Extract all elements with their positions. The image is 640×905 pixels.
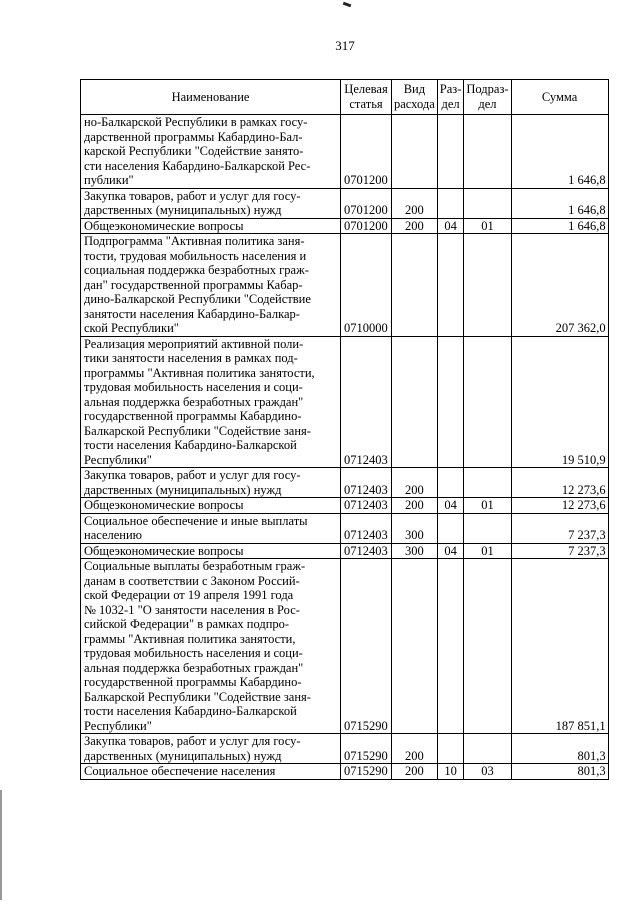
row-target-cell: 0712403: [341, 543, 392, 559]
row-section-cell: 04: [437, 498, 464, 514]
row-sum-cell: 187 851,1: [511, 559, 608, 734]
row-type-cell: 200: [392, 498, 438, 514]
row-subsection-cell: [464, 734, 511, 764]
row-type-cell: 300: [392, 543, 438, 559]
row-section-cell: 04: [437, 543, 464, 559]
row-subsection-cell: [464, 513, 511, 543]
row-section-cell: [437, 513, 464, 543]
table-row: [81, 188, 609, 218]
row-section-cell: [437, 336, 464, 468]
row-type-cell: 200: [392, 188, 438, 218]
table-row: [81, 218, 609, 234]
row-subsection-cell: [464, 234, 511, 337]
row-sum-cell: 1 646,8: [511, 188, 608, 218]
header-name: Наименование: [81, 80, 341, 115]
row-name-cell: Общеэкономические вопросы: [81, 543, 341, 559]
header-section: Раз- дел: [437, 80, 464, 115]
table-row: [81, 468, 609, 498]
row-name-cell: Общеэкономические вопросы: [81, 498, 341, 514]
row-subsection-cell: 03: [464, 764, 511, 780]
row-sum-cell: 207 362,0: [511, 234, 608, 337]
row-subsection-cell: [464, 115, 511, 189]
row-subsection-cell: 01: [464, 543, 511, 559]
row-sum-cell: 12 273,6: [511, 498, 608, 514]
row-name-cell: Общеэкономические вопросы: [81, 218, 341, 234]
row-subsection-cell: [464, 188, 511, 218]
row-target-cell: 0712403: [341, 513, 392, 543]
row-type-cell: [392, 234, 438, 337]
row-section-cell: [437, 188, 464, 218]
header-sum: Сумма: [511, 80, 608, 115]
row-type-cell: [392, 115, 438, 189]
table-row: [81, 764, 609, 780]
row-name-cell: Социальное обеспечение и иные выплаты населению: [81, 513, 341, 543]
row-type-cell: 200: [392, 764, 438, 780]
row-section-cell: [437, 234, 464, 337]
scan-edge-mark: [0, 790, 2, 900]
row-section-cell: 10: [437, 764, 464, 780]
row-name-cell: Закупка товаров, работ и услуг для госу- дарственных (муниципальных) нужд: [81, 468, 341, 498]
row-target-cell: 0701200: [341, 115, 392, 189]
row-name-cell: Подпрограмма "Активная политика заня- тости, трудовая мобильность населения и социальная поддержка безработных граж- дан" государственной программы Кабар- дино-Балкарской Республики "Содействие занятости населения Кабардино-Балкар- ской Республики": [81, 234, 341, 337]
table-row: [81, 543, 609, 559]
table-header-row: [81, 80, 609, 115]
row-sum-cell: 7 237,3: [511, 513, 608, 543]
header-expense-type: Вид расхода: [392, 80, 438, 115]
row-target-cell: 0701200: [341, 188, 392, 218]
row-name-cell: Социальные выплаты безработным граж- данам в соответствии с Законом Россий- ской Федерации от 19 апреля 1991 года № 1032-1 "О занятости населения в Рос- сийской Федерации" в рамках подпро- граммы "Активная политика занятости, трудовая мобильность населения и соци- альная поддержка безработных граждан" государственной программы Кабардино- Балкарской Республики "Содействие заня- тости населения Кабардино-Балкарской Республики": [81, 559, 341, 734]
row-type-cell: 200: [392, 734, 438, 764]
table-row: [81, 559, 609, 734]
table-row: [81, 498, 609, 514]
table-body: [81, 115, 609, 780]
row-subsection-cell: 01: [464, 218, 511, 234]
row-target-cell: 0701200: [341, 218, 392, 234]
row-name-cell: Социальное обеспечение населения: [81, 764, 341, 780]
table-row: [81, 115, 609, 189]
row-type-cell: 200: [392, 218, 438, 234]
row-sum-cell: 12 273,6: [511, 468, 608, 498]
header-subsection: Подраз- дел: [464, 80, 511, 115]
row-target-cell: 0712403: [341, 498, 392, 514]
row-target-cell: 0715290: [341, 734, 392, 764]
budget-table: [80, 79, 609, 780]
row-sum-cell: 19 510,9: [511, 336, 608, 468]
row-sum-cell: 7 237,3: [511, 543, 608, 559]
row-section-cell: [437, 115, 464, 189]
row-name-cell: Реализация мероприятий активной поли- тики занятости населения в рамках под- программы "Активная политика занятости, трудовая мобильность населения и соци- альная поддержка безработных граждан" государственной программы Кабардино- Балкарской Республики "Содействие заня- тости населения Кабардино-Балкарской Республики": [81, 336, 341, 468]
row-sum-cell: 1 646,8: [511, 115, 608, 189]
table-row: [81, 513, 609, 543]
row-name-cell: Закупка товаров, работ и услуг для госу- дарственных (муниципальных) нужд: [81, 734, 341, 764]
row-sum-cell: 801,3: [511, 764, 608, 780]
row-subsection-cell: [464, 559, 511, 734]
row-target-cell: 0710000: [341, 234, 392, 337]
row-section-cell: 04: [437, 218, 464, 234]
row-sum-cell: 801,3: [511, 734, 608, 764]
header-target-article: Целевая статья: [341, 80, 392, 115]
row-subsection-cell: [464, 468, 511, 498]
row-subsection-cell: 01: [464, 498, 511, 514]
row-target-cell: 0712403: [341, 468, 392, 498]
table-row: [81, 336, 609, 468]
row-sum-cell: 1 646,8: [511, 218, 608, 234]
table-row: [81, 734, 609, 764]
row-name-cell: но-Балкарской Республики в рамках госу- дарственной программы Кабардино-Бал- карской Республики "Содействие занято- сти населения Кабардино-Балкарской Рес- публики": [81, 115, 341, 189]
page-number: 317: [335, 38, 355, 53]
row-target-cell: 0712403: [341, 336, 392, 468]
row-type-cell: 300: [392, 513, 438, 543]
table-row: [81, 234, 609, 337]
row-target-cell: 0715290: [341, 559, 392, 734]
row-section-cell: [437, 468, 464, 498]
row-name-cell: Закупка товаров, работ и услуг для госу- дарственных (муниципальных) нужд: [81, 188, 341, 218]
row-type-cell: [392, 559, 438, 734]
row-section-cell: [437, 734, 464, 764]
row-target-cell: 0715290: [341, 764, 392, 780]
row-type-cell: [392, 336, 438, 468]
row-section-cell: [437, 559, 464, 734]
row-type-cell: 200: [392, 468, 438, 498]
row-subsection-cell: [464, 336, 511, 468]
scan-artifact: [343, 2, 352, 8]
